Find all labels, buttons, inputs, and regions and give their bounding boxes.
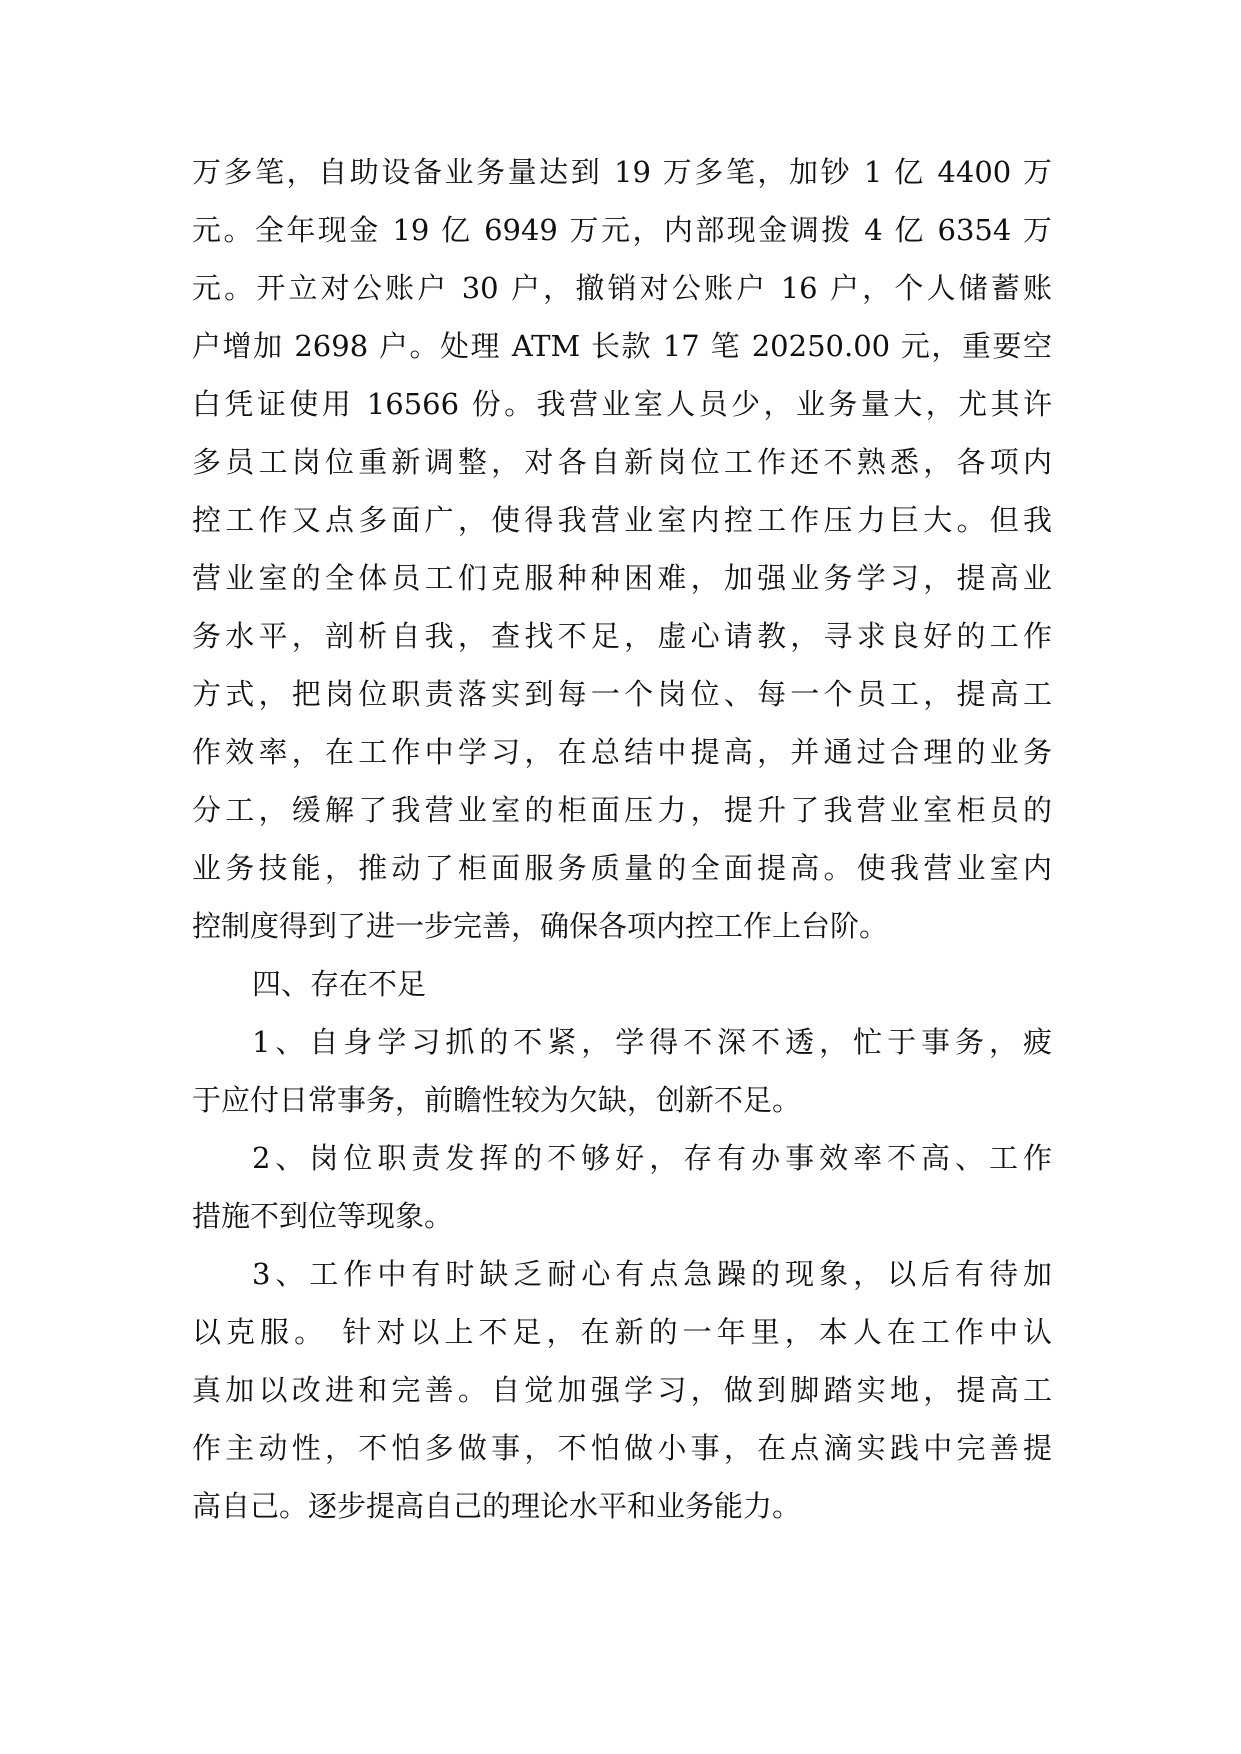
list-item-line: 2、岗位职责发挥的不够好，存有办事效率不高、工作 xyxy=(252,1141,1052,1175)
paragraph-line: 元。开立对公账户 30 户，撤销对公账户 16 户，个人储蓄账 xyxy=(192,271,1052,305)
paragraph-line: 业务技能，推动了柜面服务质量的全面提高。使我营业室内 xyxy=(192,851,1052,885)
paragraph-line: 控制度得到了进一步完善，确保各项内控工作上台阶。 xyxy=(192,909,889,943)
section-heading: 四、存在不足 xyxy=(252,967,427,1001)
paragraph-line: 户增加 2698 户。处理 ATM 长款 17 笔 20250.00 元，重要空 xyxy=(192,329,1052,363)
paragraph-line: 作效率，在工作中学习，在总结中提高，并通过合理的业务 xyxy=(192,735,1052,769)
list-item-line: 1、自身学习抓的不紧，学得不深不透，忙于事务，疲 xyxy=(252,1025,1052,1059)
paragraph-line: 分工，缓解了我营业室的柜面压力，提升了我营业室柜员的 xyxy=(192,793,1052,827)
list-item-line: 以克服。 针对以上不足，在新的一年里，本人在工作中认 xyxy=(192,1315,1052,1349)
paragraph-line: 万多笔，自助设备业务量达到 19 万多笔，加钞 1 亿 4400 万 xyxy=(192,155,1052,189)
paragraph-line: 元。全年现金 19 亿 6949 万元，内部现金调拨 4 亿 6354 万 xyxy=(192,213,1052,247)
paragraph-line: 控工作又点多面广，使得我营业室内控工作压力巨大。但我 xyxy=(192,503,1052,537)
paragraph-line: 务水平，剖析自我，查找不足，虚心请教，寻求良好的工作 xyxy=(192,619,1052,653)
paragraph-line: 营业室的全体员工们克服种种困难，加强业务学习，提高业 xyxy=(192,561,1052,595)
list-item-line: 真加以改进和完善。自觉加强学习，做到脚踏实地，提高工 xyxy=(192,1373,1052,1407)
list-item-line: 作主动性，不怕多做事，不怕做小事，在点滴实践中完善提 xyxy=(192,1431,1052,1465)
paragraph-line: 方式，把岗位职责落实到每一个岗位、每一个员工，提高工 xyxy=(192,677,1052,711)
paragraph-line: 多员工岗位重新调整，对各自新岗位工作还不熟悉，各项内 xyxy=(192,445,1052,479)
list-item-line: 措施不到位等现象。 xyxy=(192,1199,454,1233)
list-item-line: 高自己。逐步提高自己的理论水平和业务能力。 xyxy=(192,1489,802,1523)
paragraph-line: 白凭证使用 16566 份。我营业室人员少，业务量大，尤其许 xyxy=(192,387,1052,421)
list-item-line: 于应付日常事务，前瞻性较为欠缺，创新不足。 xyxy=(192,1083,802,1117)
list-item-line: 3、工作中有时缺乏耐心有点急躁的现象，以后有待加 xyxy=(252,1257,1052,1291)
